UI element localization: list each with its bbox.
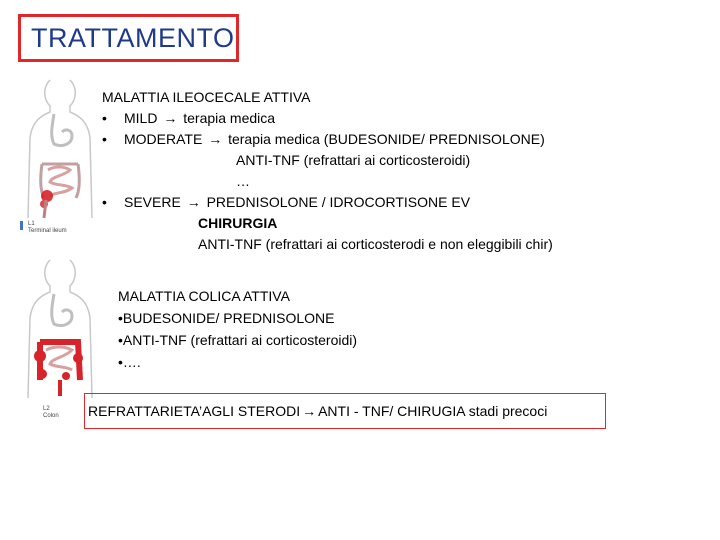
colonic-line-2: •ANTI-TNF (refrattari ai corticosteroidi) [118,332,358,348]
figure-caption-colon: Colon [43,413,59,419]
figure-code-l1: L1 [28,221,35,227]
slide-title: TRATTAMENTO [18,14,239,62]
severe-label: SEVERE [124,194,181,210]
severe-line-3: ANTI-TNF (refrattari ai corticosterodi e non eleggibili chir) [198,236,553,252]
colonic-line-1: •BUDESONIDE/ PREDNISOLONE [118,310,335,326]
mild-row [102,108,553,129]
moderate-label: MODERATE [124,131,203,147]
figure-code-l2: L2 [43,406,50,412]
summary-text-after: ANTI - TNF/ CHIRUGIA stadi precoci [318,403,548,419]
ileocecal-heading: MALATTIA ILEOCECALE ATTIVA [102,89,311,105]
bullet: • [102,194,107,210]
colonic-heading: MALATTIA COLICA ATTIVA [118,288,290,304]
summary-text-before: REFRATTARIETA’AGLI STERODI [88,403,301,419]
refractory-summary-box [84,393,606,429]
arrow-right-icon: → [302,403,317,419]
arrow-right-icon: → [208,131,223,147]
colonic-line-3: •…. [118,354,141,370]
mild-text: terapia medica [183,110,276,126]
figure-caption-ileum: Terminal ileum [28,228,67,234]
severe-text: PREDNISOLONE / IDROCORTISONE EV [206,194,471,210]
bullet: • [102,131,107,147]
blue-marker [20,221,23,230]
severe-line-2: CHIRURGIA [198,215,278,231]
moderate-line-3: … [236,173,250,189]
moderate-row [102,129,553,150]
moderate-text: terapia medica (BUDESONIDE/ PREDNISOLONE) [228,131,545,147]
colonic-section [118,285,357,373]
terminal-ileum-figure [20,78,100,248]
ileocecal-section [102,87,553,255]
moderate-line-2: ANTI-TNF (refrattari ai corticosteroidi) [236,152,471,168]
arrow-right-icon: → [186,194,201,210]
severe-row [102,192,553,213]
mild-label: MILD [124,110,158,126]
bullet: • [102,110,107,126]
arrow-right-icon: → [163,110,178,126]
